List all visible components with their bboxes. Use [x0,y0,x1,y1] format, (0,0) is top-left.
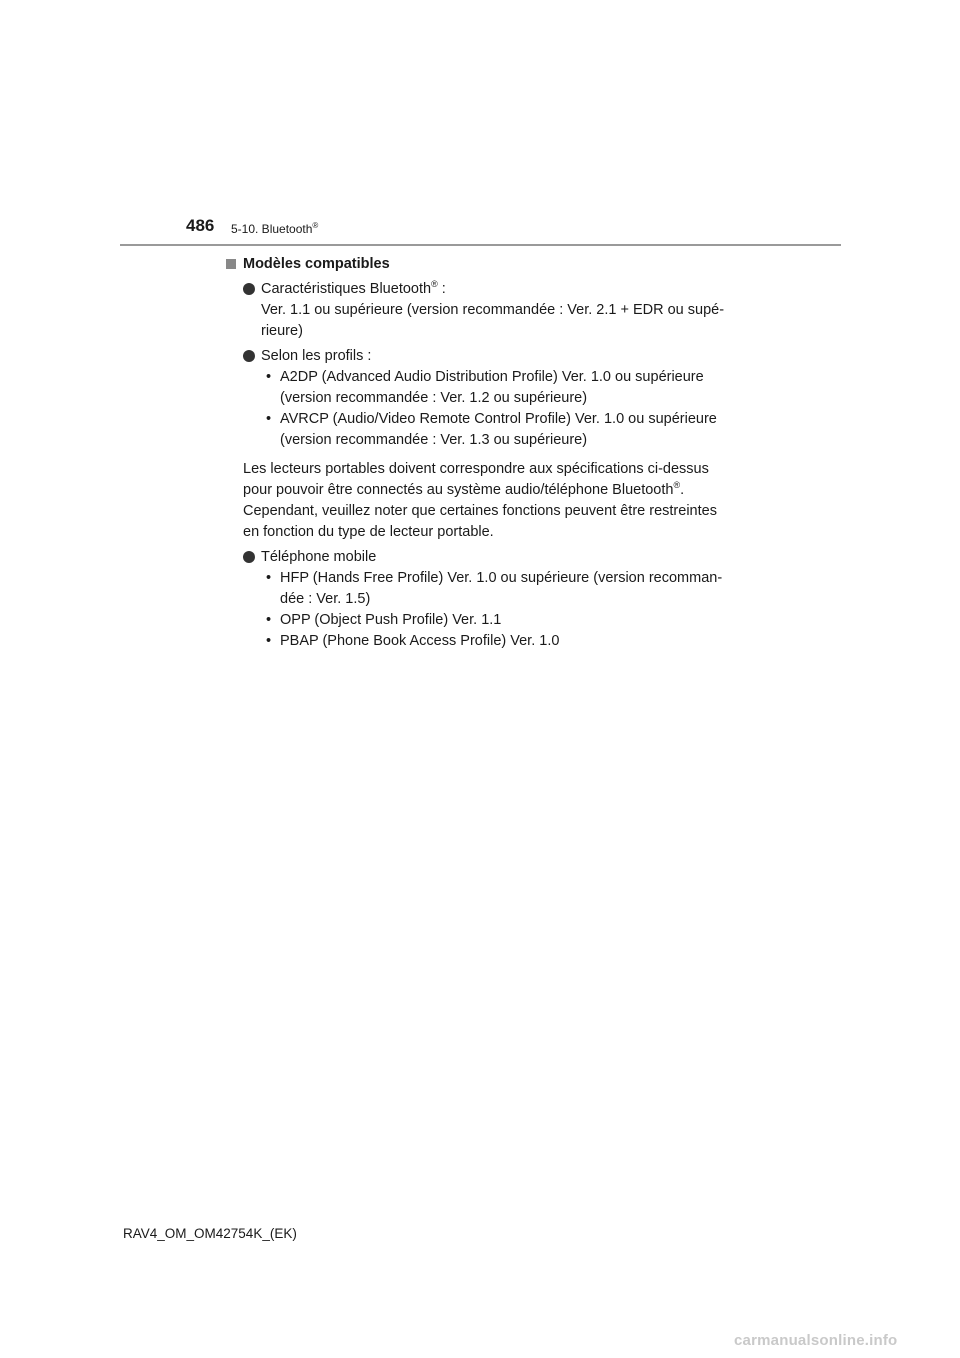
bullet-line: Téléphone mobile [261,549,377,565]
bullet-line: AVRCP (Audio/Video Remote Control Profile) Ver. 1.0 ou supérieure [280,411,717,427]
bullet-profiles [224,346,745,367]
dot-bullet-icon: • [266,612,272,628]
paragraph-line: Les lecteurs portables doivent correspondre aux spécifications ci-dessus [243,461,709,477]
bullet-line: (version recommandée : Ver. 1.3 ou supérieure) [280,432,588,448]
bullet-line: HFP (Hands Free Profile) Ver. 1.0 ou supérieure (version recomman- [280,570,723,586]
bullet-line: PBAP (Phone Book Access Profile) Ver. 1.0 [280,633,560,649]
bullet-line: dée : Ver. 1.5) [280,591,371,607]
footer-doc-code: RAV4_OM_OM42754K_(EK) [123,1226,297,1241]
bullet-mobile-phone [224,547,745,568]
bullet-line: rieure) [261,323,303,339]
dot-bullet-icon: • [266,369,272,385]
chapter-title [231,222,318,236]
bullet-line: Ver. 1.1 ou supérieure (version recommandée : Ver. 2.1 + EDR ou supé- [261,302,725,318]
page-number: 486 [186,216,215,235]
sub-bullet-hfp [224,568,745,610]
sub-bullet-pbap [224,631,745,652]
sub-bullet-a2dp [224,367,745,409]
paragraph-line: Cependant, veuillez noter que certaines fonctions peuvent être restreintes [243,503,717,519]
sub-bullet-avrcp [224,409,745,451]
sub-bullet-opp [224,610,745,631]
dot-bullet-icon: • [266,570,272,586]
section-title [224,254,745,275]
round-bullet-icon [243,551,255,563]
dot-bullet-icon: • [266,411,272,427]
square-bullet-icon [226,259,236,269]
registered-mark: ® [312,221,319,230]
watermark: carmanualsonline.info [734,1332,898,1349]
registered-mark: ® [431,279,438,289]
round-bullet-icon [243,350,255,362]
paragraph-line: en fonction du type de lecteur portable. [243,524,494,540]
bullet-line: Caractéristiques Bluetooth® : [261,279,446,297]
main-content [224,254,745,652]
paragraph-line: pour pouvoir être connectés au système audio/téléphone Bluetooth®. [243,480,685,498]
compatibility-paragraph [224,459,745,543]
dot-bullet-icon: • [266,633,272,649]
bullet-line: (version recommandée : Ver. 1.2 ou supérieure) [280,390,588,406]
registered-mark: ® [673,480,681,490]
bullet-line: Selon les profils : [261,348,372,364]
round-bullet-icon [243,283,255,295]
section-title-text: Modèles compatibles [243,256,390,272]
bullet-bluetooth-spec [224,279,745,342]
bullet-line: OPP (Object Push Profile) Ver. 1.1 [280,612,502,628]
page-header [0,0,960,250]
bullet-line: A2DP (Advanced Audio Distribution Profile) Ver. 1.0 ou supérieure [280,369,704,385]
chapter-label: 5-10. Bluetooth [231,222,313,236]
header-divider [120,244,841,246]
